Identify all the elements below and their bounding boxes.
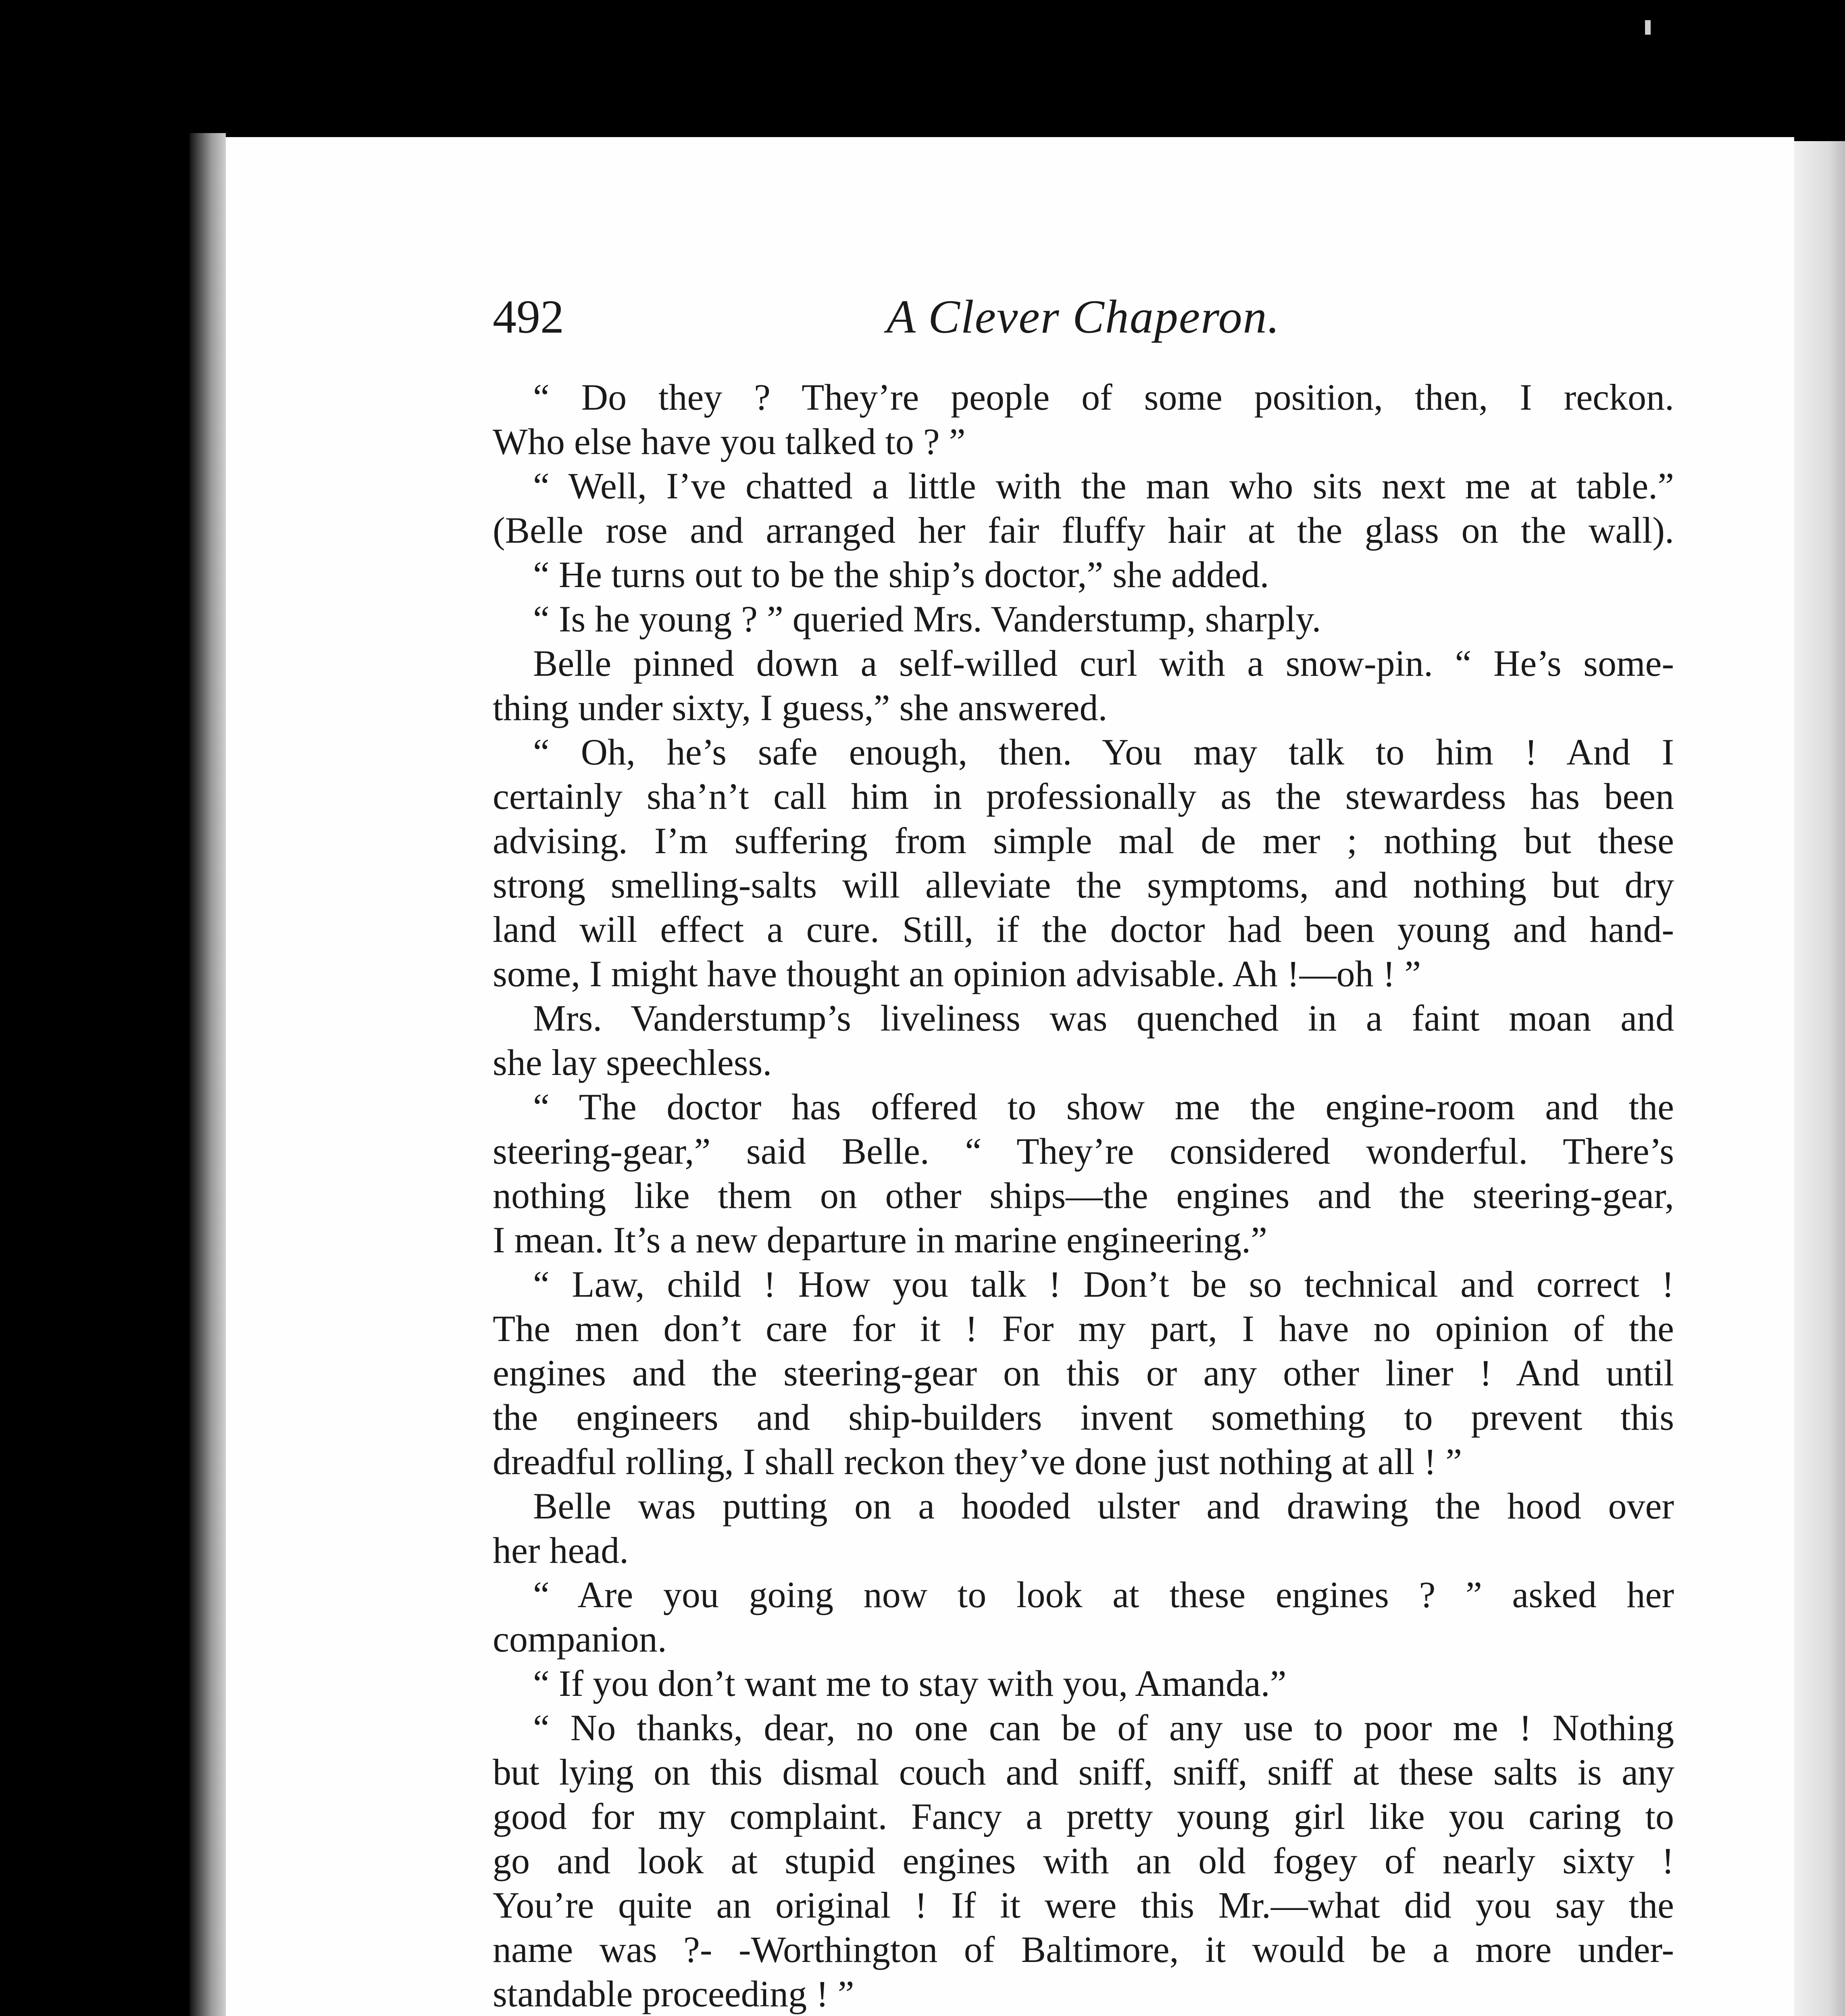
text-line: “ Law, child ! How you talk ! Don’t be so technical and correct !: [533, 1264, 1674, 1305]
text-line: I mean. It’s a new departure in marine engineering.”: [493, 1219, 1267, 1260]
text-line: certainly sha’n’t call him in professionally as the stewardess has been: [493, 776, 1674, 817]
text-line: “ Are you going now to look at these engines ? ” asked her: [533, 1574, 1674, 1615]
text-line: “ Oh, he’s safe enough, then. You may talk to him ! And I: [533, 731, 1674, 773]
text-line: Mrs. Vanderstump’s liveliness was quenched in a faint moan and: [533, 998, 1674, 1039]
text-line: standable proceeding ! ”: [493, 1973, 854, 2014]
body-text: [493, 375, 1674, 2016]
text-line: (Belle rose and arranged her fair fluffy hair at the glass on the wall).: [493, 510, 1674, 551]
text-line: “ He turns out to be the ship’s doctor,” she added.: [533, 554, 1269, 595]
scan-speck: [1645, 20, 1651, 35]
text-line: “ Do they ? They’re people of some position, then, I reckon.: [533, 377, 1674, 418]
text-line: companion.: [493, 1618, 667, 1660]
text-line: steering-gear,” said Belle. “ They’re considered wonderful. There’s: [493, 1131, 1674, 1172]
text-line: dreadful rolling, I shall reckon they’ve done just nothing at all ! ”: [493, 1441, 1462, 1482]
text-line: good for my complaint. Fancy a pretty young girl like you caring to: [493, 1796, 1674, 1837]
running-title: A Clever Chaperon.: [886, 290, 1281, 343]
text-line: nothing like them on other ships—the engines and the steering-gear,: [493, 1175, 1674, 1216]
text-line: engines and the steering-gear on this or any other liner ! And until: [493, 1352, 1674, 1393]
text-line: Belle was putting on a hooded ulster and drawing the hood over: [533, 1485, 1674, 1527]
text-line: The men don’t care for it ! For my part, I have no opinion of the: [493, 1308, 1674, 1349]
text-line: Who else have you talked to ? ”: [493, 421, 966, 462]
text-line: land will effect a cure. Still, if the doctor had been young and hand-: [493, 909, 1674, 950]
facing-page-edge: [1790, 141, 1845, 2016]
text-line: “ Is he young ? ” queried Mrs. Vanderstump, sharply.: [533, 598, 1321, 639]
text-line: “ Well, I’ve chatted a little with the man who sits next me at table.”: [533, 465, 1674, 506]
text-line: strong smelling-salts will alleviate the symptoms, and nothing but dry: [493, 864, 1674, 906]
text-line: some, I might have thought an opinion advisable. Ah !—oh ! ”: [493, 953, 1421, 994]
text-line: she lay speechless.: [493, 1042, 772, 1083]
text-line: “ The doctor has offered to show me the engine-room and the: [533, 1086, 1674, 1127]
text-line: the engineers and ship-builders invent something to prevent this: [493, 1397, 1674, 1438]
text-line: her head.: [493, 1530, 629, 1571]
text-line: “ If you don’t want me to stay with you, Amanda.”: [533, 1663, 1287, 1704]
text-line: thing under sixty, I guess,” she answered.: [493, 687, 1108, 728]
text-line: but lying on this dismal couch and sniff, sniff, sniff at these salts is any: [493, 1752, 1674, 1793]
text-line: Belle pinned down a self-willed curl with a snow-pin. “ He’s some-: [533, 643, 1674, 684]
page-header: [493, 289, 1674, 354]
book-gutter: [189, 133, 226, 2016]
text-line: go and look at stupid engines with an old fogey of nearly sixty !: [493, 1840, 1674, 1881]
text-line: “ No thanks, dear, no one can be of any use to poor me ! Nothing: [533, 1707, 1674, 1748]
text-line: advising. I’m suffering from simple mal de mer ; nothing but these: [493, 820, 1674, 861]
page-number: 492: [493, 290, 564, 343]
text-line: name was ?- -Worthington of Baltimore, it would be a more under-: [493, 1929, 1674, 1970]
text-line: You’re quite an original ! If it were this Mr.—what did you say the: [493, 1885, 1674, 1926]
